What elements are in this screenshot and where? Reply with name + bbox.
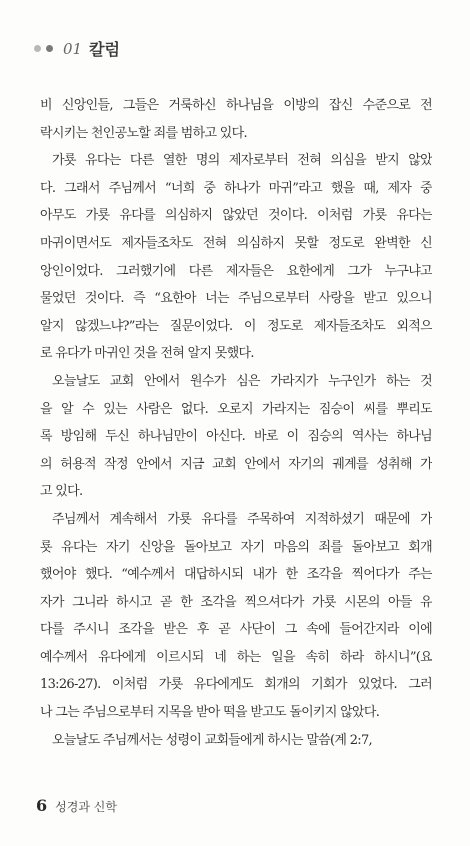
text-line: 가룟 유다는 다른 열한 명의 제자로부터 전혀 의심을 받지 않았: [52, 153, 432, 169]
text-line: 예수께서 유다에게 이르시되 네 하는 일을 속히 하라 하시니”(요: [40, 649, 432, 665]
text-line: 주님께서 계속해서 가룟 유다를 주목하여 지적하셨기 때문에 가: [52, 511, 432, 527]
bullet-dot-light-icon: [34, 45, 41, 52]
text-line: 의 허용적 작정 안에서 지금 교회 안에서 자기의 궤계를 성취해 가: [40, 456, 432, 472]
text-line: 물었던 것이다. 즉 “요한아 너는 주님으로부터 사랑을 받고 있으니: [40, 291, 432, 307]
text-line: 했어야 했다. “예수께서 대답하시되 내가 한 조각을 찍어다가 주는: [40, 567, 432, 583]
text-line: 고 있다.: [40, 484, 83, 500]
text-line: 비 신앙인들, 그들은 거룩하신 하나님을 이방의 잡신 수준으로 전: [40, 98, 432, 113]
text-line: 오늘날도 주님께서는 성령이 교회들에게 하시는 말씀(계 2:7,: [52, 732, 372, 748]
article-body: [40, 92, 432, 754]
text-line: 자가 그니라 하시고 곧 한 조각을 찍으셔다가 가룟 시몬의 아들 유: [40, 594, 432, 610]
page-number: 6: [36, 796, 48, 815]
text-line: 13:26-27). 이처럼 가룟 유다에게도 회개의 기회가 있었다. 그러: [40, 677, 432, 693]
book-title: 성경과 신학: [55, 800, 117, 814]
text-line: 을 알 수 있는 사람은 없다. 오로지 가라지는 짐승이 씨를 뿌리도: [40, 401, 432, 417]
chapter-number: 01: [63, 39, 83, 58]
text-line: 록 방임해 두신 하나님만이 아신다. 바로 이 짐승의 역사는 하나님: [40, 429, 432, 445]
text-line: 나 그는 주님으로부터 지목을 받아 떡을 받고도 돌이키지 않았다.: [40, 705, 380, 721]
text-line: 앙인이었다. 그러했기에 다른 제자들은 요한에게 그가 누구냐고: [40, 263, 432, 279]
section-title: 칼럼: [89, 40, 121, 59]
text-line: 로 유다가 마귀인 것을 전혀 알지 못했다.: [40, 346, 254, 362]
chapter-header: [34, 37, 120, 60]
text-line: 락시키는 천인공노할 죄를 범하고 있다.: [40, 125, 247, 141]
text-line: 다. 그래서 주님께서 “너희 중 하나가 마귀”라고 했을 때, 제자 중: [40, 180, 432, 196]
text-line: 오늘날도 교회 안에서 원수가 심은 가라지가 누구인가 하는 것: [52, 373, 432, 389]
text-line: 아무도 가룟 유다를 의심하지 않았던 것이다. 이처럼 가룟 유다는: [40, 208, 432, 224]
text-line: 마귀이면서도 제자들조차도 전혀 의심하지 못할 정도로 완벽한 신: [40, 235, 432, 251]
text-line: 알지 않겠느냐?”라는 질문이었다. 이 정도로 제자들조차도 외적으: [40, 318, 432, 334]
bullet-dot-dark-icon: [46, 45, 53, 52]
text-line: 다를 주시니 조각을 받은 후 곧 사단이 그 속에 들어간지라 이에: [40, 622, 432, 638]
page-footer: [36, 796, 117, 815]
text-line: 룟 유다는 자기 신앙을 돌아보고 자기 마음의 죄를 돌아보고 회개: [40, 539, 432, 555]
